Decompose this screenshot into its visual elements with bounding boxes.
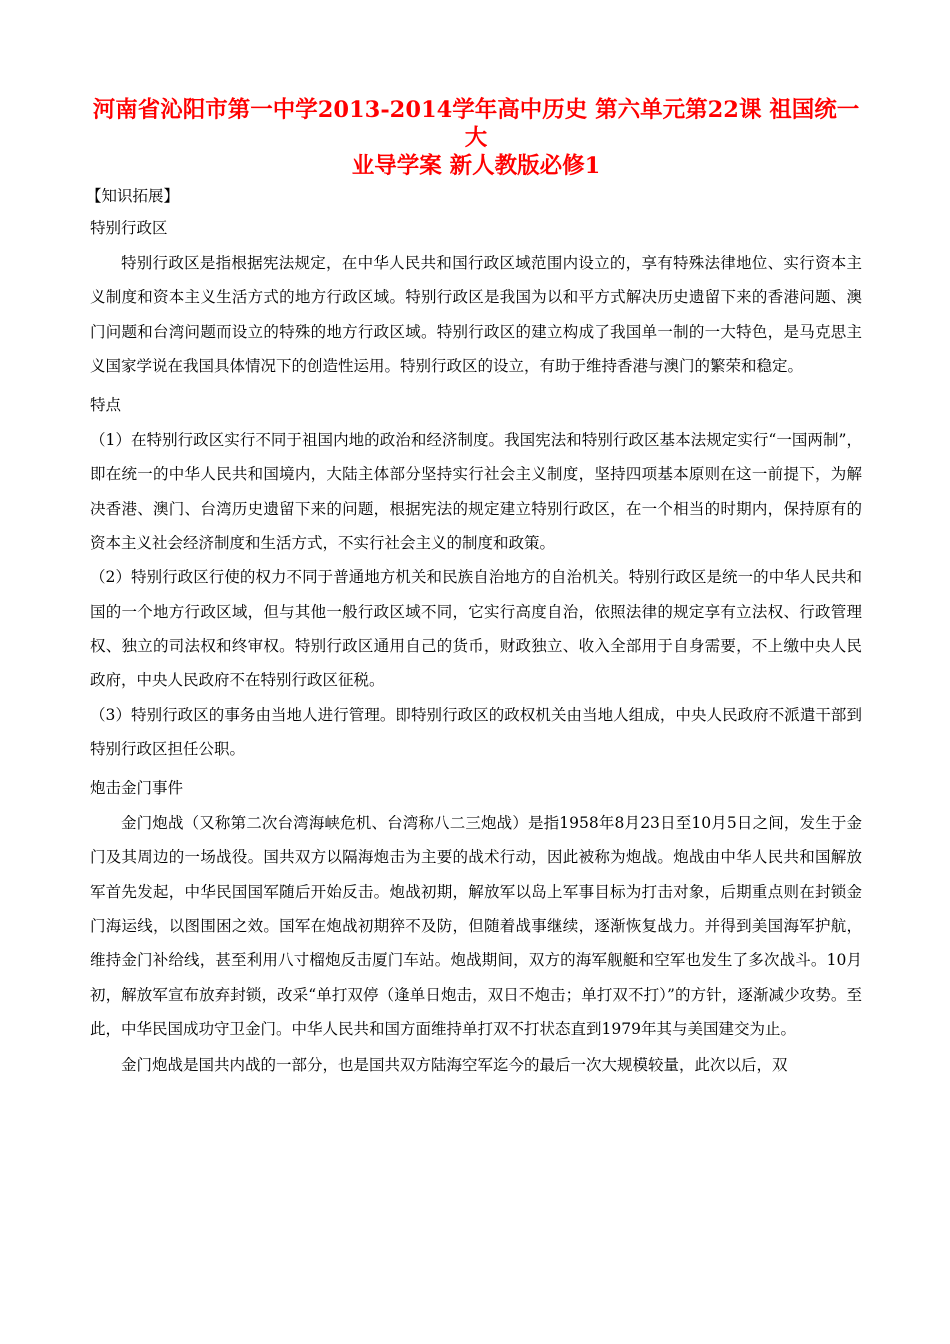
section-tag: 【知识拓展】 xyxy=(86,187,180,205)
document-title xyxy=(84,96,868,180)
paragraph-kinmen-1: 金门炮战（又称第二次台湾海峡危机、台湾称八二三炮战）是指1958年8月23日至10月5日之间，发生于金门及其周边的一场战役。国共双方以隔海炮击为主要的战术行动，因此被称为炮战。炮战由中华人民共和国解放军首先发起，中华民国国军随后开始反击。炮战初期，解放军以岛上军事目标为打击对象，后期重点则在封锁金门海运线，以图围困之效。国军在炮战初期猝不及防，但随着战事继续，逐渐恢复战力。并得到美国海军护航，维持金门补给线，甚至利用八寸榴炮反击厦门车站。炮战期间，双方的海军舰艇和空军也发生了多次战斗。10月初，解放军宣布放弃封锁，改采“单打双停（逢单日炮击，双日不炮击；单打双不打）”的方针，逐渐减少攻势。至此，中华民国成功守卫金门。中华人民共和国方面维持单打双不打状态直到1979年其与美国建交为止。 xyxy=(90,814,862,1038)
heading-features: 特点 xyxy=(90,396,122,415)
title-line-1: 河南省沁阳市第一中学2013-2014学年高中历史 第六单元第22课 祖国统一大 xyxy=(92,97,860,151)
document-page xyxy=(86,96,862,1083)
title-line-2: 业导学案 新人教版必修1 xyxy=(351,153,601,179)
heading-kinmen-shelling: 炮击金门事件 xyxy=(90,779,184,798)
feature-item-1: （1）在特别行政区实行不同于祖国内地的政治和经济制度。我国宪法和特别行政区基本法规定实行“一国两制”，即在统一的中华人民共和国境内，大陆主体部分坚持实行社会主义制度，坚持四项基本原则在这一前提下，为解决香港、澳门、台湾历史遗留下来的问题，根据宪法的规定建立特别行政区，在一个相当的时期内，保持原有的资本主义社会经济制度和生活方式，不实行社会主义的制度和政策。 xyxy=(90,431,862,553)
paragraph-special-admin-region: 特别行政区是指根据宪法规定，在中华人民共和国行政区域范围内设立的，享有特殊法律地位、实行资本主义制度和资本主义生活方式的地方行政区域。特别行政区是我国为以和平方式解决历史遗留下来的香港问题、澳门问题和台湾问题而设立的特殊的地方行政区域。特别行政区的建立构成了我国单一制的一大特色，是马克思主义国家学说在我国具体情况下的创造性运用。特别行政区的设立，有助于维持香港与澳门的繁荣和稳定。 xyxy=(90,254,862,375)
feature-item-3: （3）特别行政区的事务由当地人进行管理。即特别行政区的政权机关由当地人组成，中央人民政府不派遣干部到特别行政区担任公职。 xyxy=(90,705,862,758)
heading-special-admin-region: 特别行政区 xyxy=(90,219,168,237)
paragraph-kinmen-2: 金门炮战是国共内战的一部分，也是国共双方陆海空军迄今的最后一次大规模较量，此次以后，双 xyxy=(121,1056,788,1075)
feature-item-2: （2）特别行政区行使的权力不同于普通地方机关和民族自治地方的自治机关。特别行政区是统一的中华人民共和国的一个地方行政区域，但与其他一般行政区域不同，它实行高度自治，依照法律的规定享有立法权、行政管理权、独立的司法权和终审权。特别行政区通用自己的货币，财政独立、收入全部用于自身需要，不上缴中央人民政府，中央人民政府不在特别行政区征税。 xyxy=(90,568,862,690)
